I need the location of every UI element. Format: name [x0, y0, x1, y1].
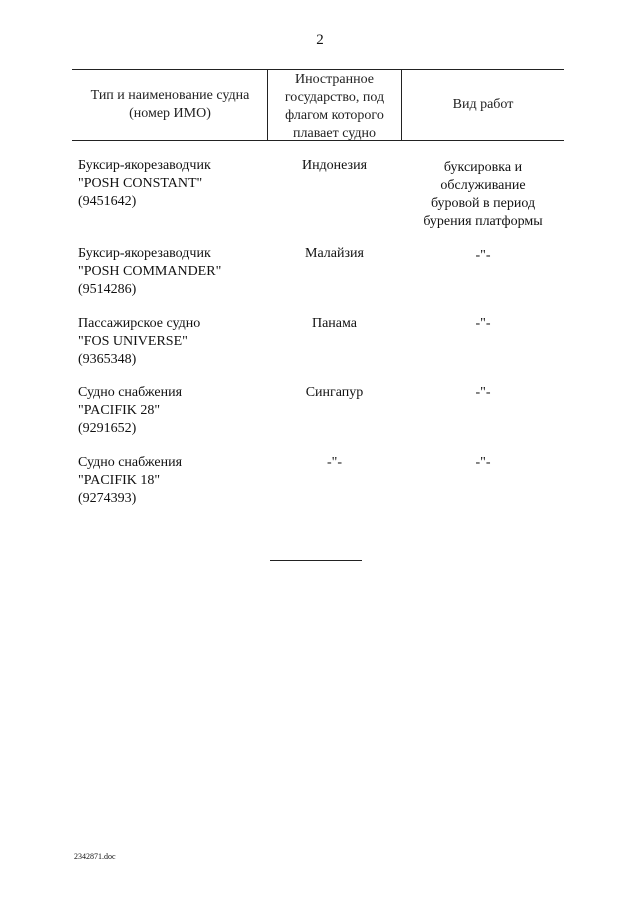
flag-cell: Сингапур — [305, 385, 364, 400]
work-cell: -"- — [475, 248, 491, 263]
footer-file-name: 2342871.doc — [74, 852, 116, 861]
work-cell: буксировка и обслуживание буровой в период бурения платформы — [423, 160, 543, 229]
header-work-type: Вид работ — [452, 97, 514, 112]
flag-cell: Малайзия — [305, 246, 364, 261]
work-cell: -"- — [475, 385, 491, 400]
page-number: 2 — [316, 32, 324, 48]
table-top-rule — [72, 69, 564, 70]
flag-cell: -"- — [326, 455, 343, 470]
vessel-cell: Судно снабжения "PACIFIK 18" (9274393) — [78, 455, 183, 506]
vessel-cell: Буксир-якорезаводчик "POSH CONSTANT" (9451642) — [78, 158, 211, 209]
vessel-cell: Буксир-якорезаводчик "POSH COMMANDER" (9514286) — [78, 246, 222, 297]
vessel-cell: Судно снабжения "PACIFIK 28" (9291652) — [78, 385, 183, 436]
work-cell: -"- — [475, 316, 491, 331]
header-vessel: Тип и наименование судна (номер ИМО) — [90, 88, 250, 121]
end-separator-rule — [270, 560, 362, 561]
flag-cell: Панама — [311, 316, 357, 331]
vessel-cell: Пассажирское судно "FOS UNIVERSE" (9365348) — [78, 316, 201, 367]
flag-cell: Индонезия — [301, 158, 368, 173]
header-flag-state: Иностранное государство, под флагом которого плавает судно — [284, 72, 385, 141]
work-cell: -"- — [475, 455, 491, 470]
